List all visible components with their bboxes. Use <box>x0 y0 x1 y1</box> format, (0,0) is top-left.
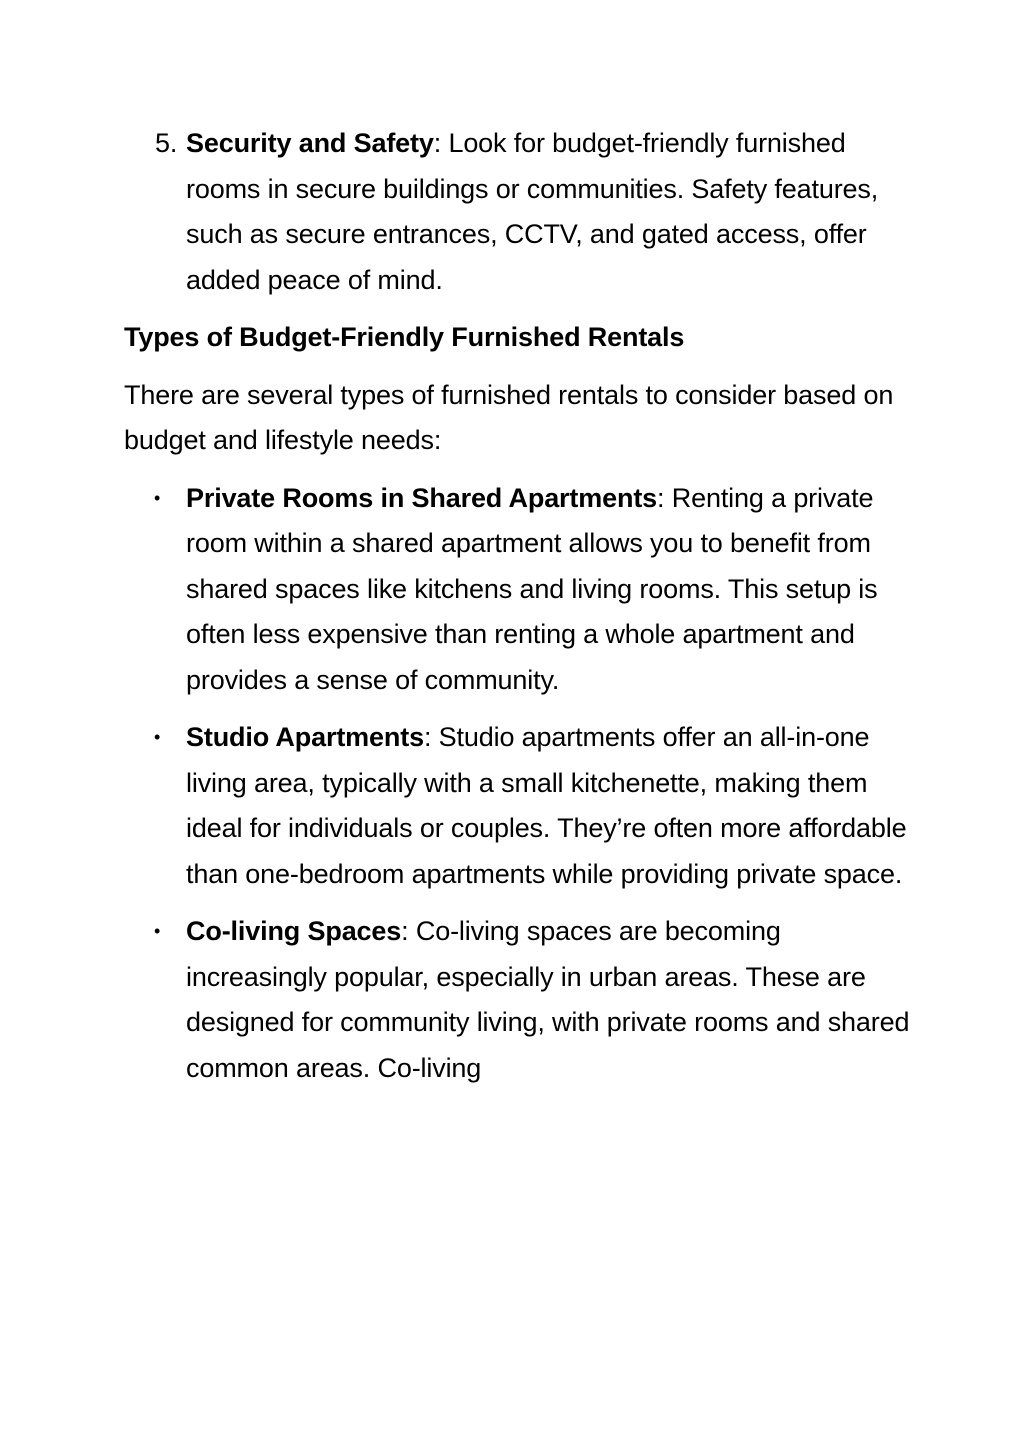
bullet-title: Private Rooms in Shared Apartments <box>186 482 658 513</box>
list-number: 5. <box>155 128 178 158</box>
bullet-list <box>124 476 923 1092</box>
bullet-item <box>124 476 923 704</box>
bullet-item <box>124 715 923 897</box>
numbered-list-item <box>124 121 923 303</box>
bullet-text: : Studio apartments offer an all-in-one living area, typically with a small kitchenette, making them ideal for individuals or couples. They’re often more affordable than one-bedroom apartments while providing private space. <box>186 722 907 889</box>
section-heading: Types of Budget-Friendly Furnished Rentals <box>124 322 685 352</box>
bullet-text: : Co-living spaces are becoming increasingly popular, especially in urban areas. These are designed for community living, with private rooms and shared common areas. Co-living <box>186 916 910 1083</box>
bullet-icon: • <box>154 487 161 508</box>
bullet-icon: • <box>154 727 161 747</box>
bullet-item <box>124 909 923 1091</box>
bullet-text: : Renting a private room within a shared apartment allows you to benefit from shared spaces like kitchens and living rooms. This setup is often less expensive than renting a whole apartment and provides a sense of community. <box>186 482 878 695</box>
bullet-title: Studio Apartments <box>186 722 424 752</box>
list-item-title: Security and Safety <box>186 128 434 158</box>
bullet-icon: • <box>154 921 161 941</box>
list-item-text: : Look for budget-friendly furnished rooms in secure buildings or communities. Safety features, such as secure entrances, CCTV, and gated access, offer added peace of mind. <box>186 128 879 295</box>
bullet-title: Co-living Spaces <box>186 916 402 946</box>
intro-paragraph: There are several types of furnished rentals to consider based on budget and lifestyle needs: <box>124 379 894 455</box>
